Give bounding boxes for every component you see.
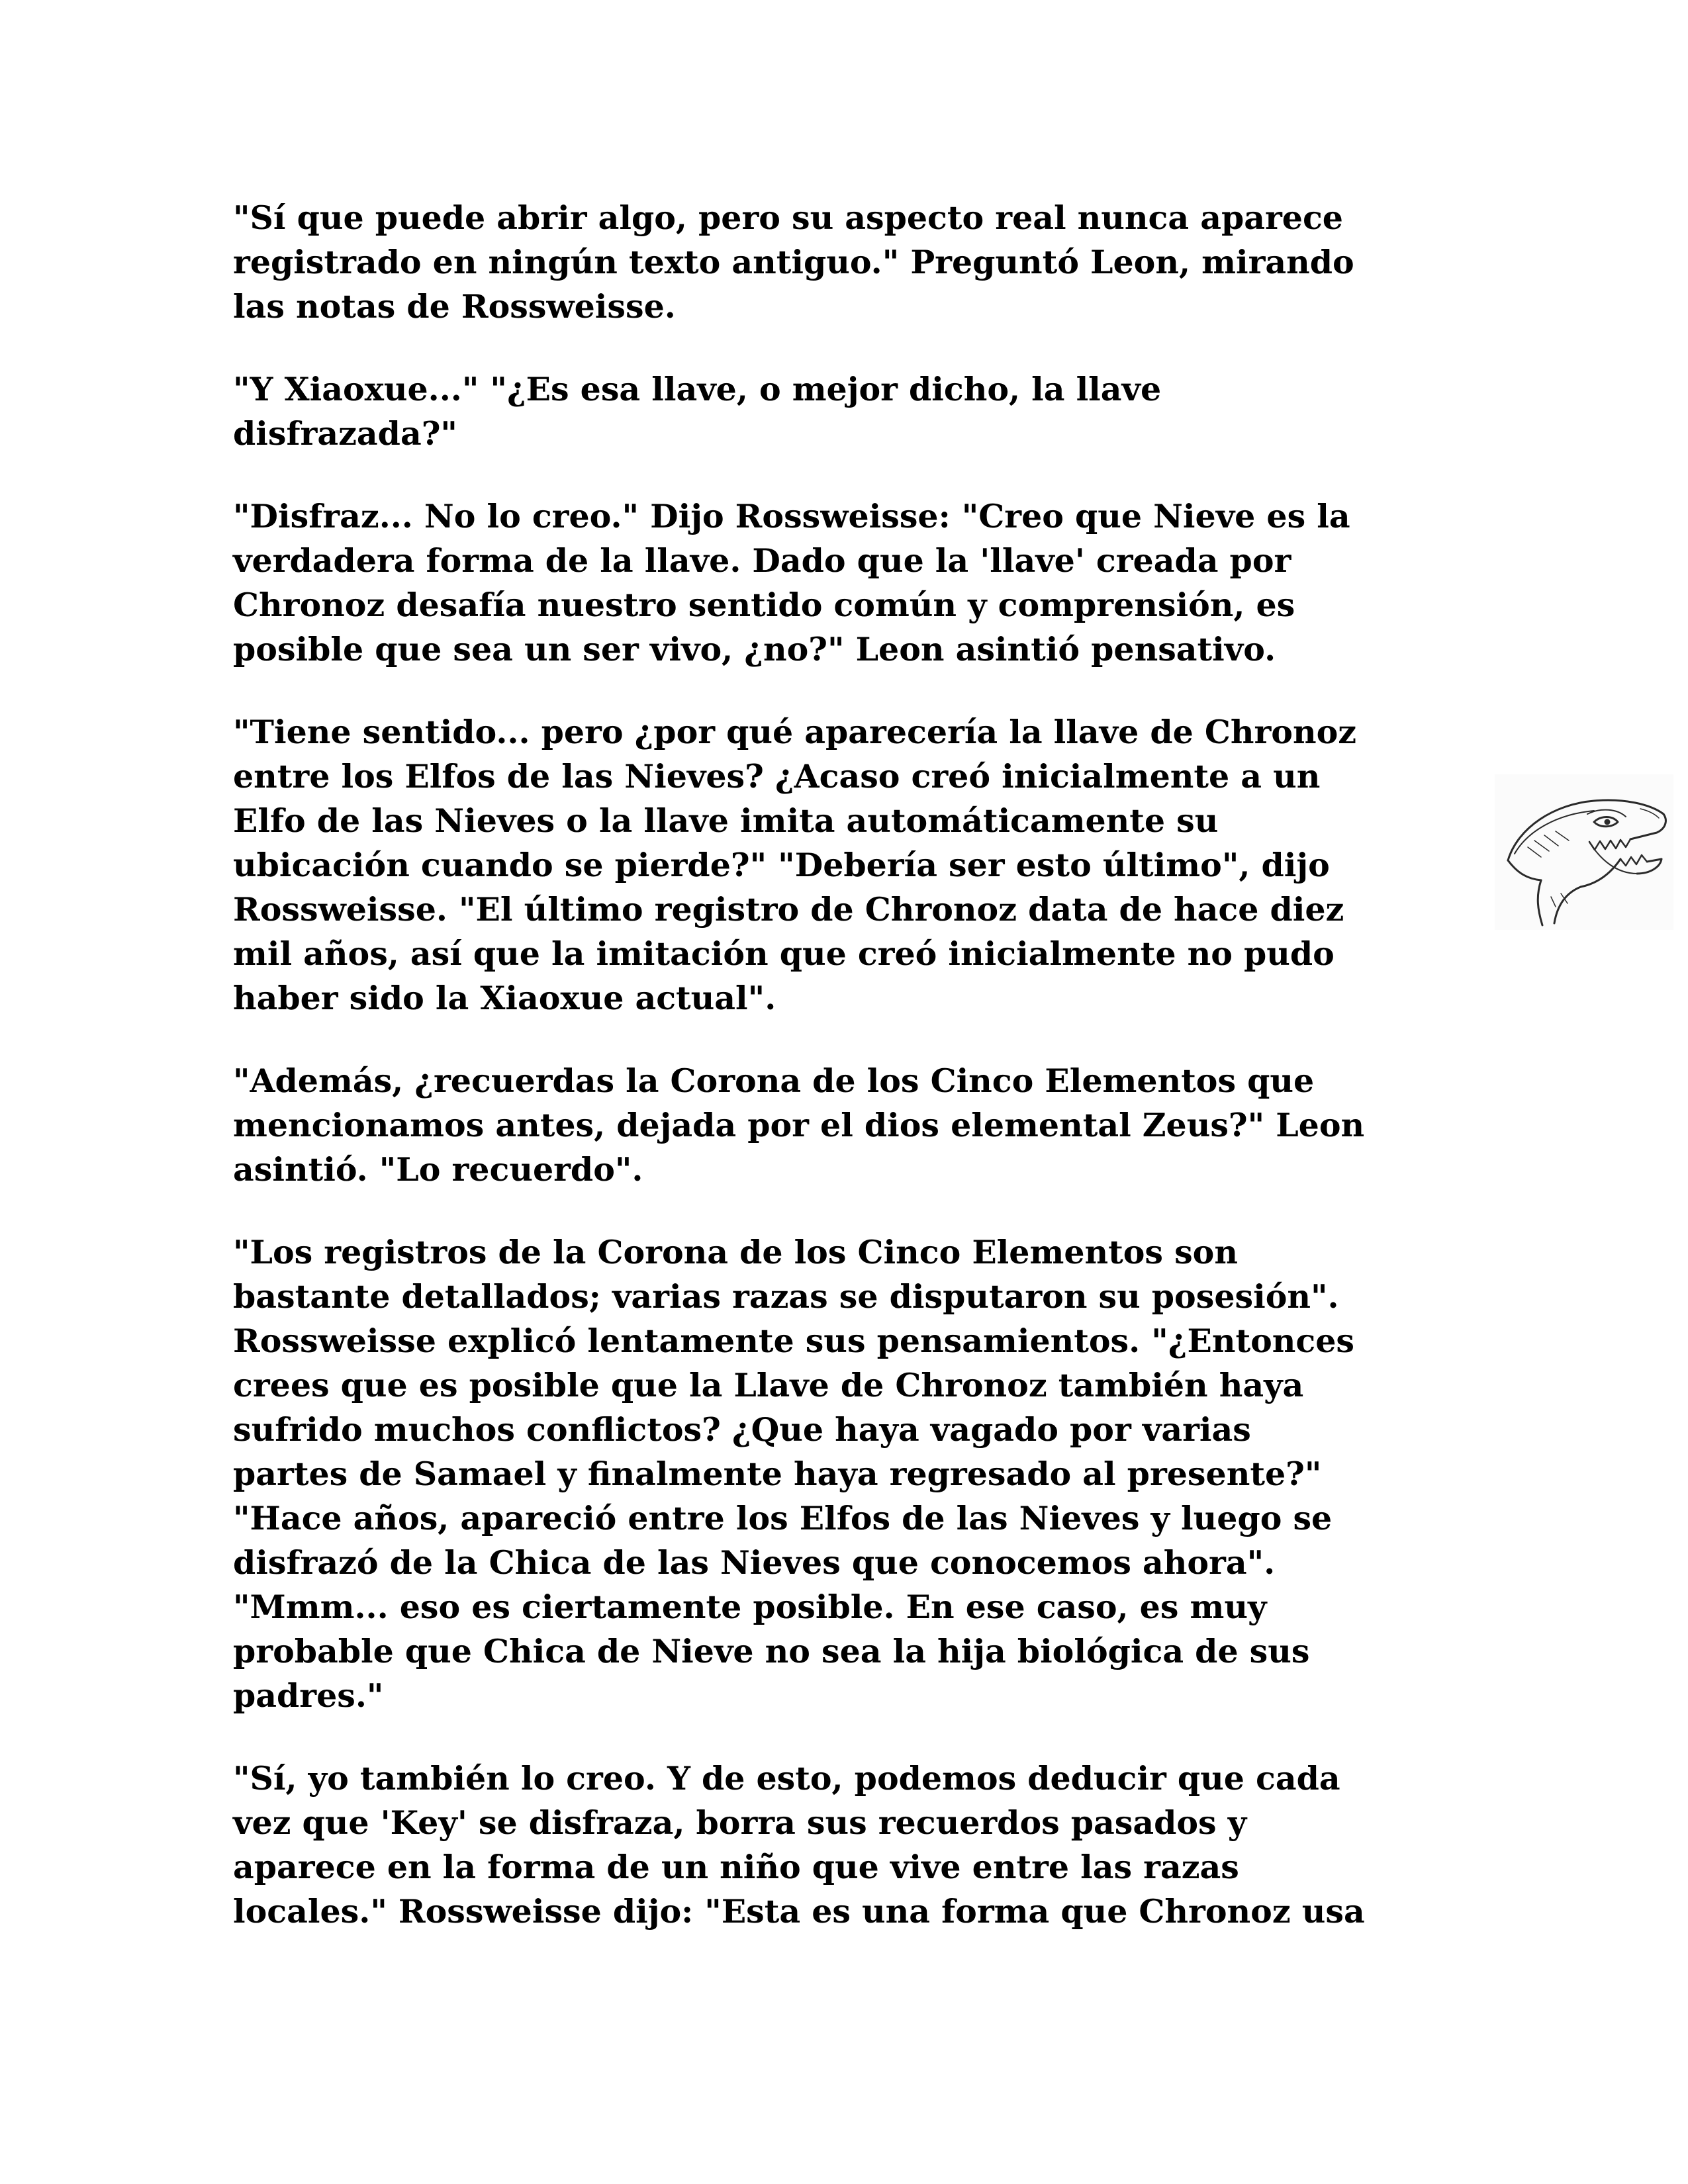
paragraph-4: "Tiene sentido... pero ¿por qué aparecería la llave de Chronoz entre los Elfos de las Nieves? ¿Acaso creó inicialmente a un Elfo de las Nieves o la llave imita automáticamente su ubicación cuando se pierde?" "Debería ser esto último", dijo Rossweisse. "El último registro de Chronoz data de hace diez mil años, así que la imitación que creó inicialmente no pudo haber sido la Xiaoxue actual". bbox=[233, 713, 1357, 1017]
paragraph-5: "Además, ¿recuerdas la Corona de los Cinco Elementos que mencionamos antes, dejada por el dios elemental Zeus?" Leon asintió. "Lo recuerdo". bbox=[233, 1062, 1365, 1189]
dinosaur-head-sketch-icon bbox=[1495, 774, 1673, 930]
body-text bbox=[233, 196, 1464, 1972]
paragraph-7: "Sí, yo también lo creo. Y de esto, podemos deducir que cada vez que 'Key' se disfraza, borra sus recuerdos pasados y aparece en la forma de un niño que vive entre las razas locales." Rossweisse dijo: "Esta es una forma que Chronoz usa bbox=[233, 1759, 1365, 1931]
paragraph-3: "Disfraz... No lo creo." Dijo Rossweisse: "Creo que Nieve es la verdadera forma de la llave. Dado que la 'llave' creada por Chronoz desafía nuestro sentido común y comprensión, es posible que sea un ser vivo, ¿no?" Leon asintió pensativo. bbox=[233, 497, 1350, 668]
paragraph-1: "Sí que puede abrir algo, pero su aspecto real nunca aparece registrado en ningún texto antiguo." Preguntó Leon, mirando las notas de Rossweisse. bbox=[233, 199, 1354, 326]
paragraph-6: "Los registros de la Corona de los Cinco Elementos son bastante detallados; varias razas se disputaron su posesión". Rossweisse explicó lentamente sus pensamientos. "¿Entonces crees que es posible que la Llave de Chronoz también haya sufrido muchos conflictos? ¿Que haya vagado por varias partes de Samael y finalmente haya regresado al presente?" "Hace años, apareció entre los Elfos de las Nieves y luego se disfrazó de la Chica de las Nieves que conocemos ahora". "Mmm... eso es ciertamente posible. En ese caso, es muy probable que Chica de Nieve no sea la hija biológica de sus padres." bbox=[233, 1233, 1355, 1715]
paragraph-2: "Y Xiaoxue..." "¿Es esa llave, o mejor dicho, la llave disfrazada?" bbox=[233, 370, 1162, 453]
